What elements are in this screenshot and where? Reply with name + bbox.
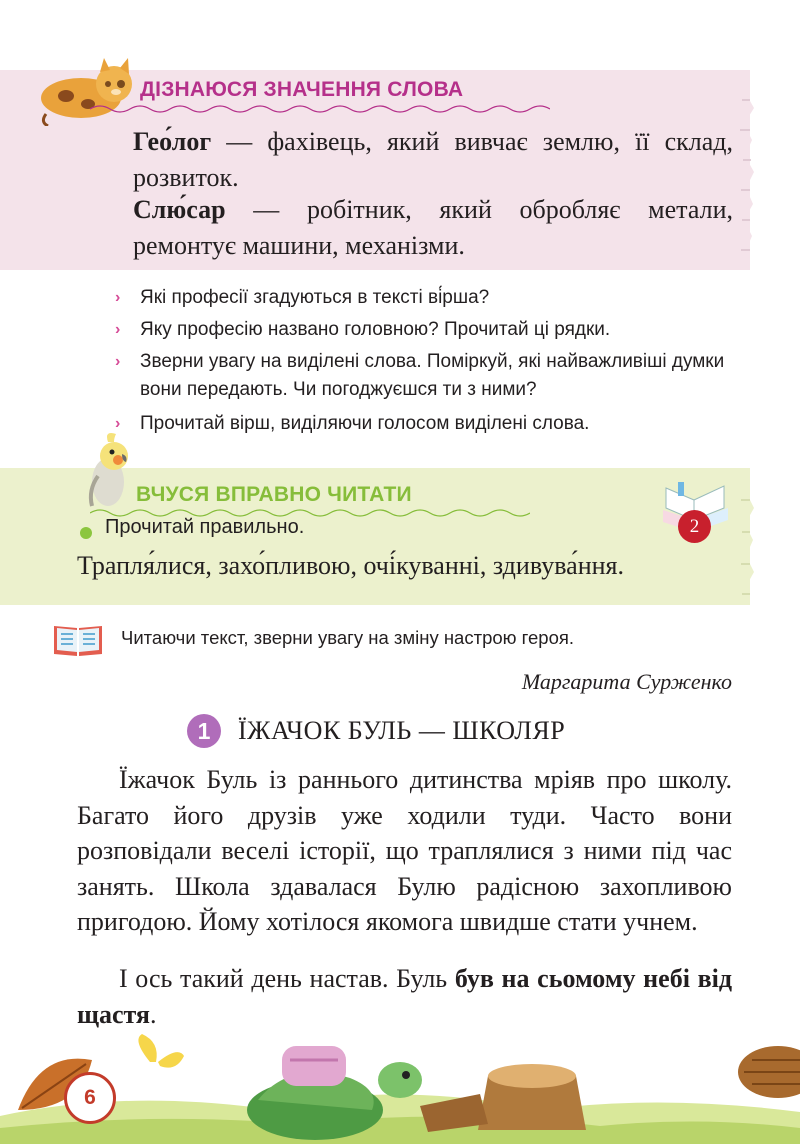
question-item: [115, 410, 735, 438]
question-text: Прочитай вірш, виділяючи голосом виділені слова.: [140, 413, 590, 434]
arrow-icon: ›: [115, 353, 121, 370]
term-geologist: Гео́лог: [133, 127, 212, 156]
reading-instruction: Прочитай правильно.: [105, 516, 305, 538]
vocab-section-title: ДІЗНАЮСЯ ЗНАЧЕННЯ СЛОВА: [140, 78, 464, 101]
open-book-icon: [52, 622, 104, 658]
question-item: [115, 348, 735, 404]
highlighted-phrase: був на сьомому небі від щастя: [77, 964, 732, 1029]
cat-icon: [36, 56, 136, 126]
definition-text: — робітник, який обробляє метали, ремонтує машини, механізми.: [133, 195, 733, 260]
reading-section-title: ВЧУСЯ ВПРАВНО ЧИТАТИ: [136, 483, 412, 506]
arrow-icon: ›: [115, 289, 121, 306]
story-paragraph: Їжачок Буль із раннього дитинства мріяв про школу. Багато його друзів уже ходили туди. Часто вони розповідали веселі історії, що траплялися з ними під час занять. Школа здавалася Булю радісною захопливою пригодою. Йому хотілося якомога швидше стати учнем.: [77, 765, 732, 936]
reading-words: Трапля́лися, захо́пливою, очі́куванні, здивува́ння.: [77, 551, 624, 580]
wavy-underline: [90, 104, 550, 114]
definition-text: — фахівець, який вивчає землю, її склад, розвиток.: [133, 127, 733, 192]
paragraph-text: І ось такий день настав. Буль: [119, 964, 455, 993]
question-text: Які професії згадуються в тексті ві́рша?: [140, 287, 490, 308]
story-number-badge: 1: [187, 714, 221, 748]
term-locksmith: Слю́сар: [133, 195, 226, 224]
definition-locksmith: [133, 192, 733, 264]
torn-edge-decoration: [736, 80, 758, 270]
torn-edge-decoration: [736, 476, 758, 605]
arrow-icon: ›: [115, 321, 121, 338]
reading-note: Читаючи текст, зверни увагу на зміну настрою героя.: [121, 627, 575, 648]
hedgehog-scene-illustration: [0, 1020, 800, 1144]
story-title: ЇЖАЧОК БУЛЬ — ШКОЛЯР: [238, 716, 566, 745]
arrow-icon: ›: [115, 415, 121, 432]
question-text: Зверни увагу на виділені слова. Поміркуй, які найважливіші думки вони передають. Чи погоджуєшся ти з ними?: [140, 351, 725, 400]
task-number-badge: 2: [678, 510, 711, 543]
question-item: [115, 284, 735, 312]
definition-geologist: [133, 124, 733, 196]
author-name: Маргарита Сурженко: [521, 669, 732, 694]
bullet-icon: [80, 527, 92, 539]
question-text: Яку професію названо головною? Прочитай ці рядки.: [140, 319, 611, 340]
page-number: 6: [64, 1072, 116, 1124]
paragraph-end: .: [150, 999, 157, 1029]
parrot-icon: [78, 432, 138, 512]
question-item: [115, 316, 735, 344]
